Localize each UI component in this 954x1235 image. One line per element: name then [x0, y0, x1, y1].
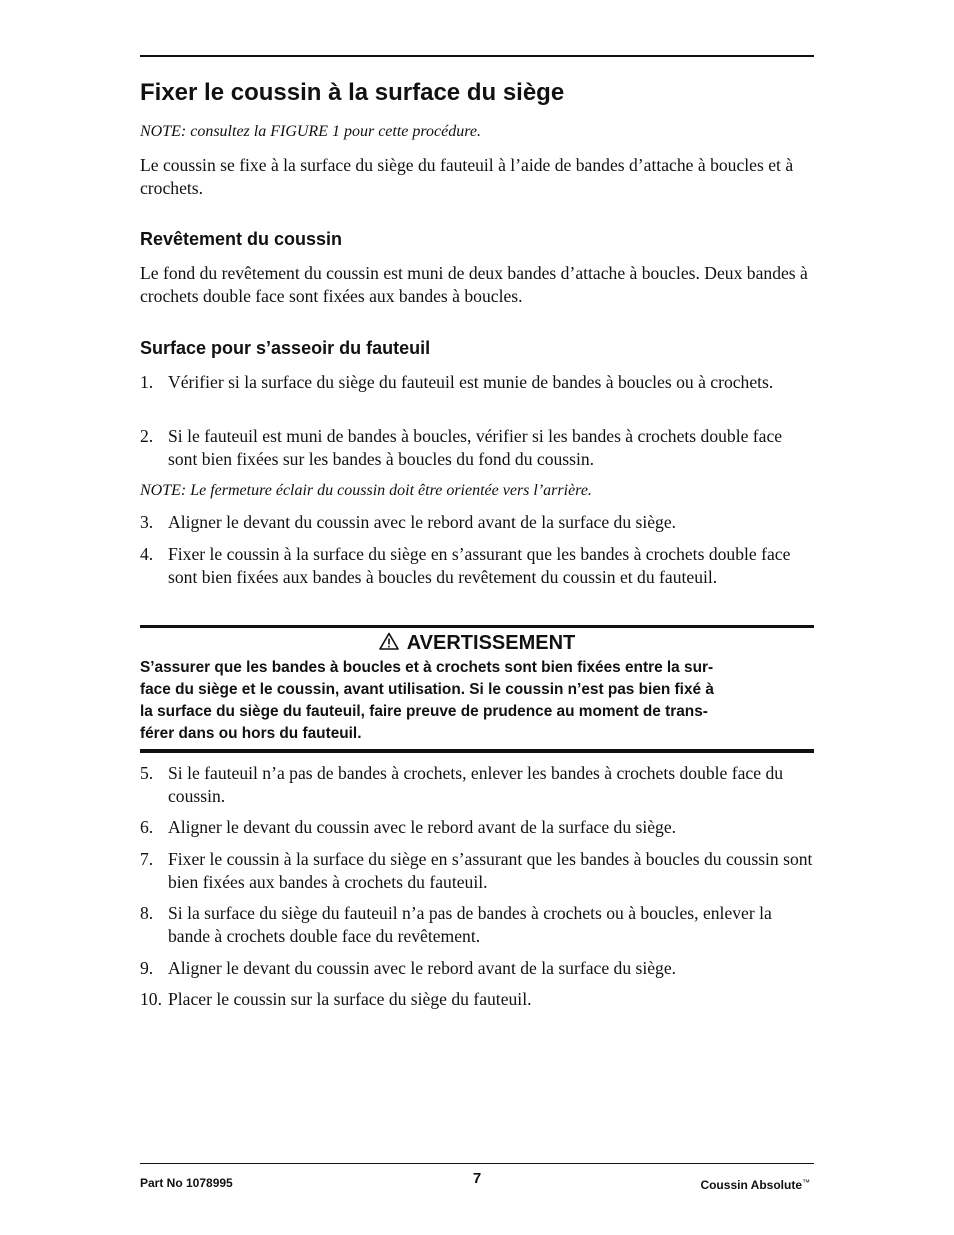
- page-title: Fixer le coussin à la surface du siège: [140, 79, 565, 106]
- footer-page-number: 7: [472, 1170, 482, 1187]
- step-text: Vérifier si la surface du siège du fauteuil est munie de bandes à boucles ou à crochets.: [168, 372, 774, 392]
- step-number: 1.: [140, 372, 154, 392]
- warning-triangle-icon: [379, 632, 399, 650]
- list-item-step-6: [140, 816, 814, 839]
- list-item-step-9: [140, 957, 814, 980]
- step-text: Fixer le coussin à la surface du siège en s’assurant que les bandes à crochets double face sont bien fixées aux bandes à boucles du revêtement du coussin et du fauteuil.: [168, 544, 791, 587]
- list-item-step-5: [140, 762, 814, 807]
- warning-heading-label: AVERTISSEMENT: [406, 632, 576, 654]
- step-text: Fixer le coussin à la surface du siège en s’assurant que les bandes à boucles du coussin sont bien fixées aux bandes à crochets du fauteuil.: [168, 849, 813, 892]
- document-page: [140, 0, 814, 1235]
- footer-rule: [140, 1163, 814, 1164]
- list-item-step-4: [140, 543, 814, 588]
- list-item-step-8: [140, 902, 814, 947]
- section-heading-seat-surface: Surface pour s’asseoir du fauteuil: [140, 338, 431, 358]
- figure-note: NOTE: consultez la FIGURE 1 pour cette procédure.: [140, 123, 481, 140]
- list-item-step-3: [140, 511, 814, 534]
- zipper-note: NOTE: Le fermeture éclair du coussin doit être orientée vers l’arrière.: [140, 482, 592, 499]
- step-text: Placer le coussin sur la surface du siège du fauteuil.: [168, 989, 532, 1009]
- step-text: Aligner le devant du coussin avec le rebord avant de la surface du siège.: [168, 512, 677, 532]
- step-number: 2.: [140, 426, 154, 446]
- warning-text: [140, 657, 814, 745]
- warning-line: S’assurer que les bandes à boucles et à crochets sont bien fixées entre la sur-: [140, 659, 714, 676]
- step-number: 4.: [140, 544, 154, 564]
- step-number: 7.: [140, 849, 154, 869]
- step-text: Si la surface du siège du fauteuil n’a pas de bandes à crochets ou à boucles, enlever la bande à crochets double face du revêtement.: [168, 903, 772, 946]
- step-text: Si le fauteuil n’a pas de bandes à crochets, enlever les bandes à crochets double face du coussin.: [168, 763, 784, 806]
- footer-product-name: [700, 1172, 810, 1196]
- warning-heading: [140, 631, 814, 655]
- cushion-cover-paragraph: Le fond du revêtement du coussin est muni de deux bandes d’attache à boucles. Deux bandes à crochets double face sont fixées aux bandes à boucles.: [140, 263, 808, 306]
- step-number: 3.: [140, 512, 154, 532]
- step-text: Aligner le devant du coussin avec le rebord avant de la surface du siège.: [168, 958, 677, 978]
- warning-line: la surface du siège du fauteuil, faire preuve de prudence au moment de trans-: [140, 703, 708, 720]
- step-number: 10.: [140, 989, 162, 1009]
- list-item-step-1: [140, 371, 814, 394]
- list-item-step-10: [140, 988, 814, 1011]
- step-text: Si le fauteuil est muni de bandes à boucles, vérifier si les bandes à crochets double face sont bien fixées sur les bandes à boucles du fond du coussin.: [168, 426, 783, 469]
- footer-product-label: Coussin Absolute: [700, 1178, 802, 1192]
- page-footer: [140, 1170, 814, 1192]
- warning-line: férer dans ou hors du fauteuil.: [140, 725, 362, 742]
- step-number: 9.: [140, 958, 154, 978]
- warning-top-rule: [140, 625, 814, 628]
- step-number: 6.: [140, 817, 154, 837]
- footer-part-number: Part No 1078995: [140, 1176, 233, 1190]
- intro-paragraph: Le coussin se fixe à la surface du siège du fauteuil à l’aide de bandes d’attache à boucles et à crochets.: [140, 155, 794, 198]
- list-item-step-7: [140, 848, 814, 893]
- top-rule: [140, 55, 814, 57]
- step-number: 5.: [140, 763, 154, 783]
- list-item-step-2: [140, 425, 814, 470]
- warning-bottom-rule: [140, 749, 814, 753]
- warning-line: face du siège et le coussin, avant utilisation. Si le coussin n’est pas bien fixé à: [140, 681, 714, 698]
- section-heading-cushion-cover: Revêtement du coussin: [140, 229, 343, 249]
- step-text: Aligner le devant du coussin avec le rebord avant de la surface du siège.: [168, 817, 677, 837]
- trademark-symbol: ™: [802, 1178, 810, 1187]
- step-number: 8.: [140, 903, 154, 923]
